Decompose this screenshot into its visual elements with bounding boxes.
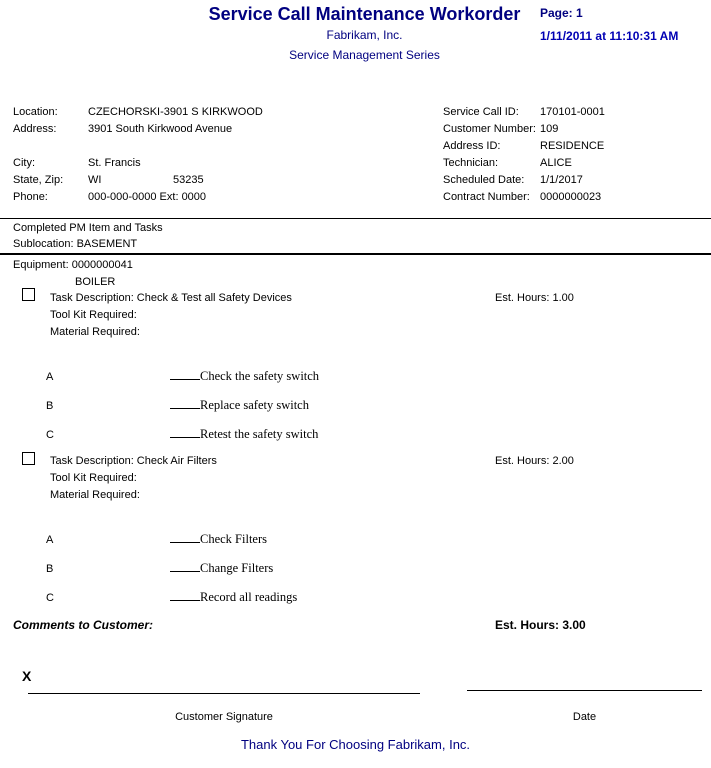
section-divider-top bbox=[0, 218, 711, 219]
task-step bbox=[46, 367, 319, 384]
service-call-id-value: 170101-0001 bbox=[540, 106, 605, 118]
location-value: CZECHORSKI-3901 S KIRKWOOD bbox=[88, 106, 263, 118]
section-divider-bottom bbox=[0, 253, 711, 255]
date-line bbox=[467, 690, 702, 691]
city-label: City: bbox=[13, 157, 35, 169]
address-id-value: RESIDENCE bbox=[540, 140, 605, 152]
step-text: Replace safety switch bbox=[200, 398, 309, 412]
series-name: Service Management Series bbox=[289, 48, 440, 62]
task-step bbox=[46, 425, 318, 442]
state-zip-label: State, Zip: bbox=[13, 174, 64, 186]
location-label: Location: bbox=[13, 106, 58, 118]
tool-kit-label: Tool Kit Required: bbox=[50, 309, 137, 321]
technician-label: Technician: bbox=[443, 157, 499, 169]
city-value: St. Francis bbox=[88, 157, 141, 169]
step-fill-line bbox=[170, 396, 200, 409]
contract-number-value: 0000000023 bbox=[540, 191, 602, 203]
date-label: Date bbox=[572, 711, 597, 723]
step-fill-line bbox=[170, 530, 200, 543]
step-text: Change Filters bbox=[200, 561, 274, 575]
step-label: B bbox=[46, 400, 54, 412]
customer-number-value: 109 bbox=[540, 123, 559, 135]
equipment-text: Equipment: 0000000041 bbox=[13, 259, 133, 271]
step-label: C bbox=[46, 592, 54, 604]
step-fill-line bbox=[170, 588, 200, 601]
step-fill-line bbox=[170, 559, 200, 572]
state-value: WI bbox=[88, 174, 102, 186]
step-text: Retest the safety switch bbox=[200, 427, 319, 441]
signature-line bbox=[28, 693, 420, 694]
step-fill-line bbox=[170, 367, 200, 380]
phone-value: 000-000-0000 Ext: 0000 bbox=[88, 191, 207, 203]
tool-kit-label: Tool Kit Required: bbox=[50, 472, 137, 484]
step-text: Record all readings bbox=[200, 590, 298, 604]
equipment-name: BOILER bbox=[75, 276, 116, 288]
step-fill-line bbox=[170, 425, 200, 438]
step-text: Check Filters bbox=[200, 532, 268, 546]
phone-label: Phone: bbox=[13, 191, 48, 203]
signature-x: X bbox=[22, 668, 32, 684]
customer-signature-label: Customer Signature bbox=[175, 711, 273, 723]
task-description: Task Description: Check & Test all Safety Devices bbox=[50, 292, 292, 304]
technician-value: ALICE bbox=[540, 157, 572, 169]
material-label: Material Required: bbox=[50, 489, 140, 501]
task-step bbox=[46, 588, 297, 605]
service-call-id-label: Service Call ID: bbox=[443, 106, 519, 118]
thank-you-message: Thank You For Choosing Fabrikam, Inc. bbox=[240, 737, 471, 752]
task-step bbox=[46, 396, 309, 413]
task-step bbox=[46, 530, 267, 547]
task-step bbox=[46, 559, 273, 576]
contract-number-label: Contract Number: bbox=[443, 191, 530, 203]
task-est-hours: Est. Hours: 1.00 bbox=[495, 292, 574, 304]
customer-number-label: Customer Number: bbox=[443, 123, 536, 135]
company-name: Fabrikam, Inc. bbox=[326, 28, 403, 42]
address-id-label: Address ID: bbox=[443, 140, 501, 152]
scheduled-date-label: Scheduled Date: bbox=[443, 174, 525, 186]
total-est-hours: Est. Hours: 3.00 bbox=[495, 618, 586, 632]
step-label: B bbox=[46, 563, 54, 575]
sublocation-text: Sublocation: BASEMENT bbox=[13, 238, 138, 250]
material-label: Material Required: bbox=[50, 326, 140, 338]
comments-label: Comments to Customer: bbox=[13, 618, 154, 632]
scheduled-date-value: 1/1/2017 bbox=[540, 174, 583, 186]
zip-value: 53235 bbox=[173, 174, 204, 186]
address-value: 3901 South Kirkwood Avenue bbox=[88, 123, 233, 135]
address-label: Address: bbox=[13, 123, 57, 135]
task-checkbox[interactable] bbox=[22, 452, 35, 465]
page-number: Page: 1 bbox=[540, 6, 583, 20]
task-checkbox[interactable] bbox=[22, 288, 35, 301]
report-datetime: 1/11/2011 at 11:10:31 AM bbox=[540, 29, 679, 43]
completed-pm-header: Completed PM Item and Tasks bbox=[13, 222, 163, 234]
task-est-hours: Est. Hours: 2.00 bbox=[495, 455, 574, 467]
step-text: Check the safety switch bbox=[200, 369, 320, 383]
step-label: C bbox=[46, 429, 54, 441]
step-label: A bbox=[46, 534, 54, 546]
task-description: Task Description: Check Air Filters bbox=[50, 455, 217, 467]
report-title: Service Call Maintenance Workorder bbox=[208, 4, 521, 24]
step-label: A bbox=[46, 371, 54, 383]
